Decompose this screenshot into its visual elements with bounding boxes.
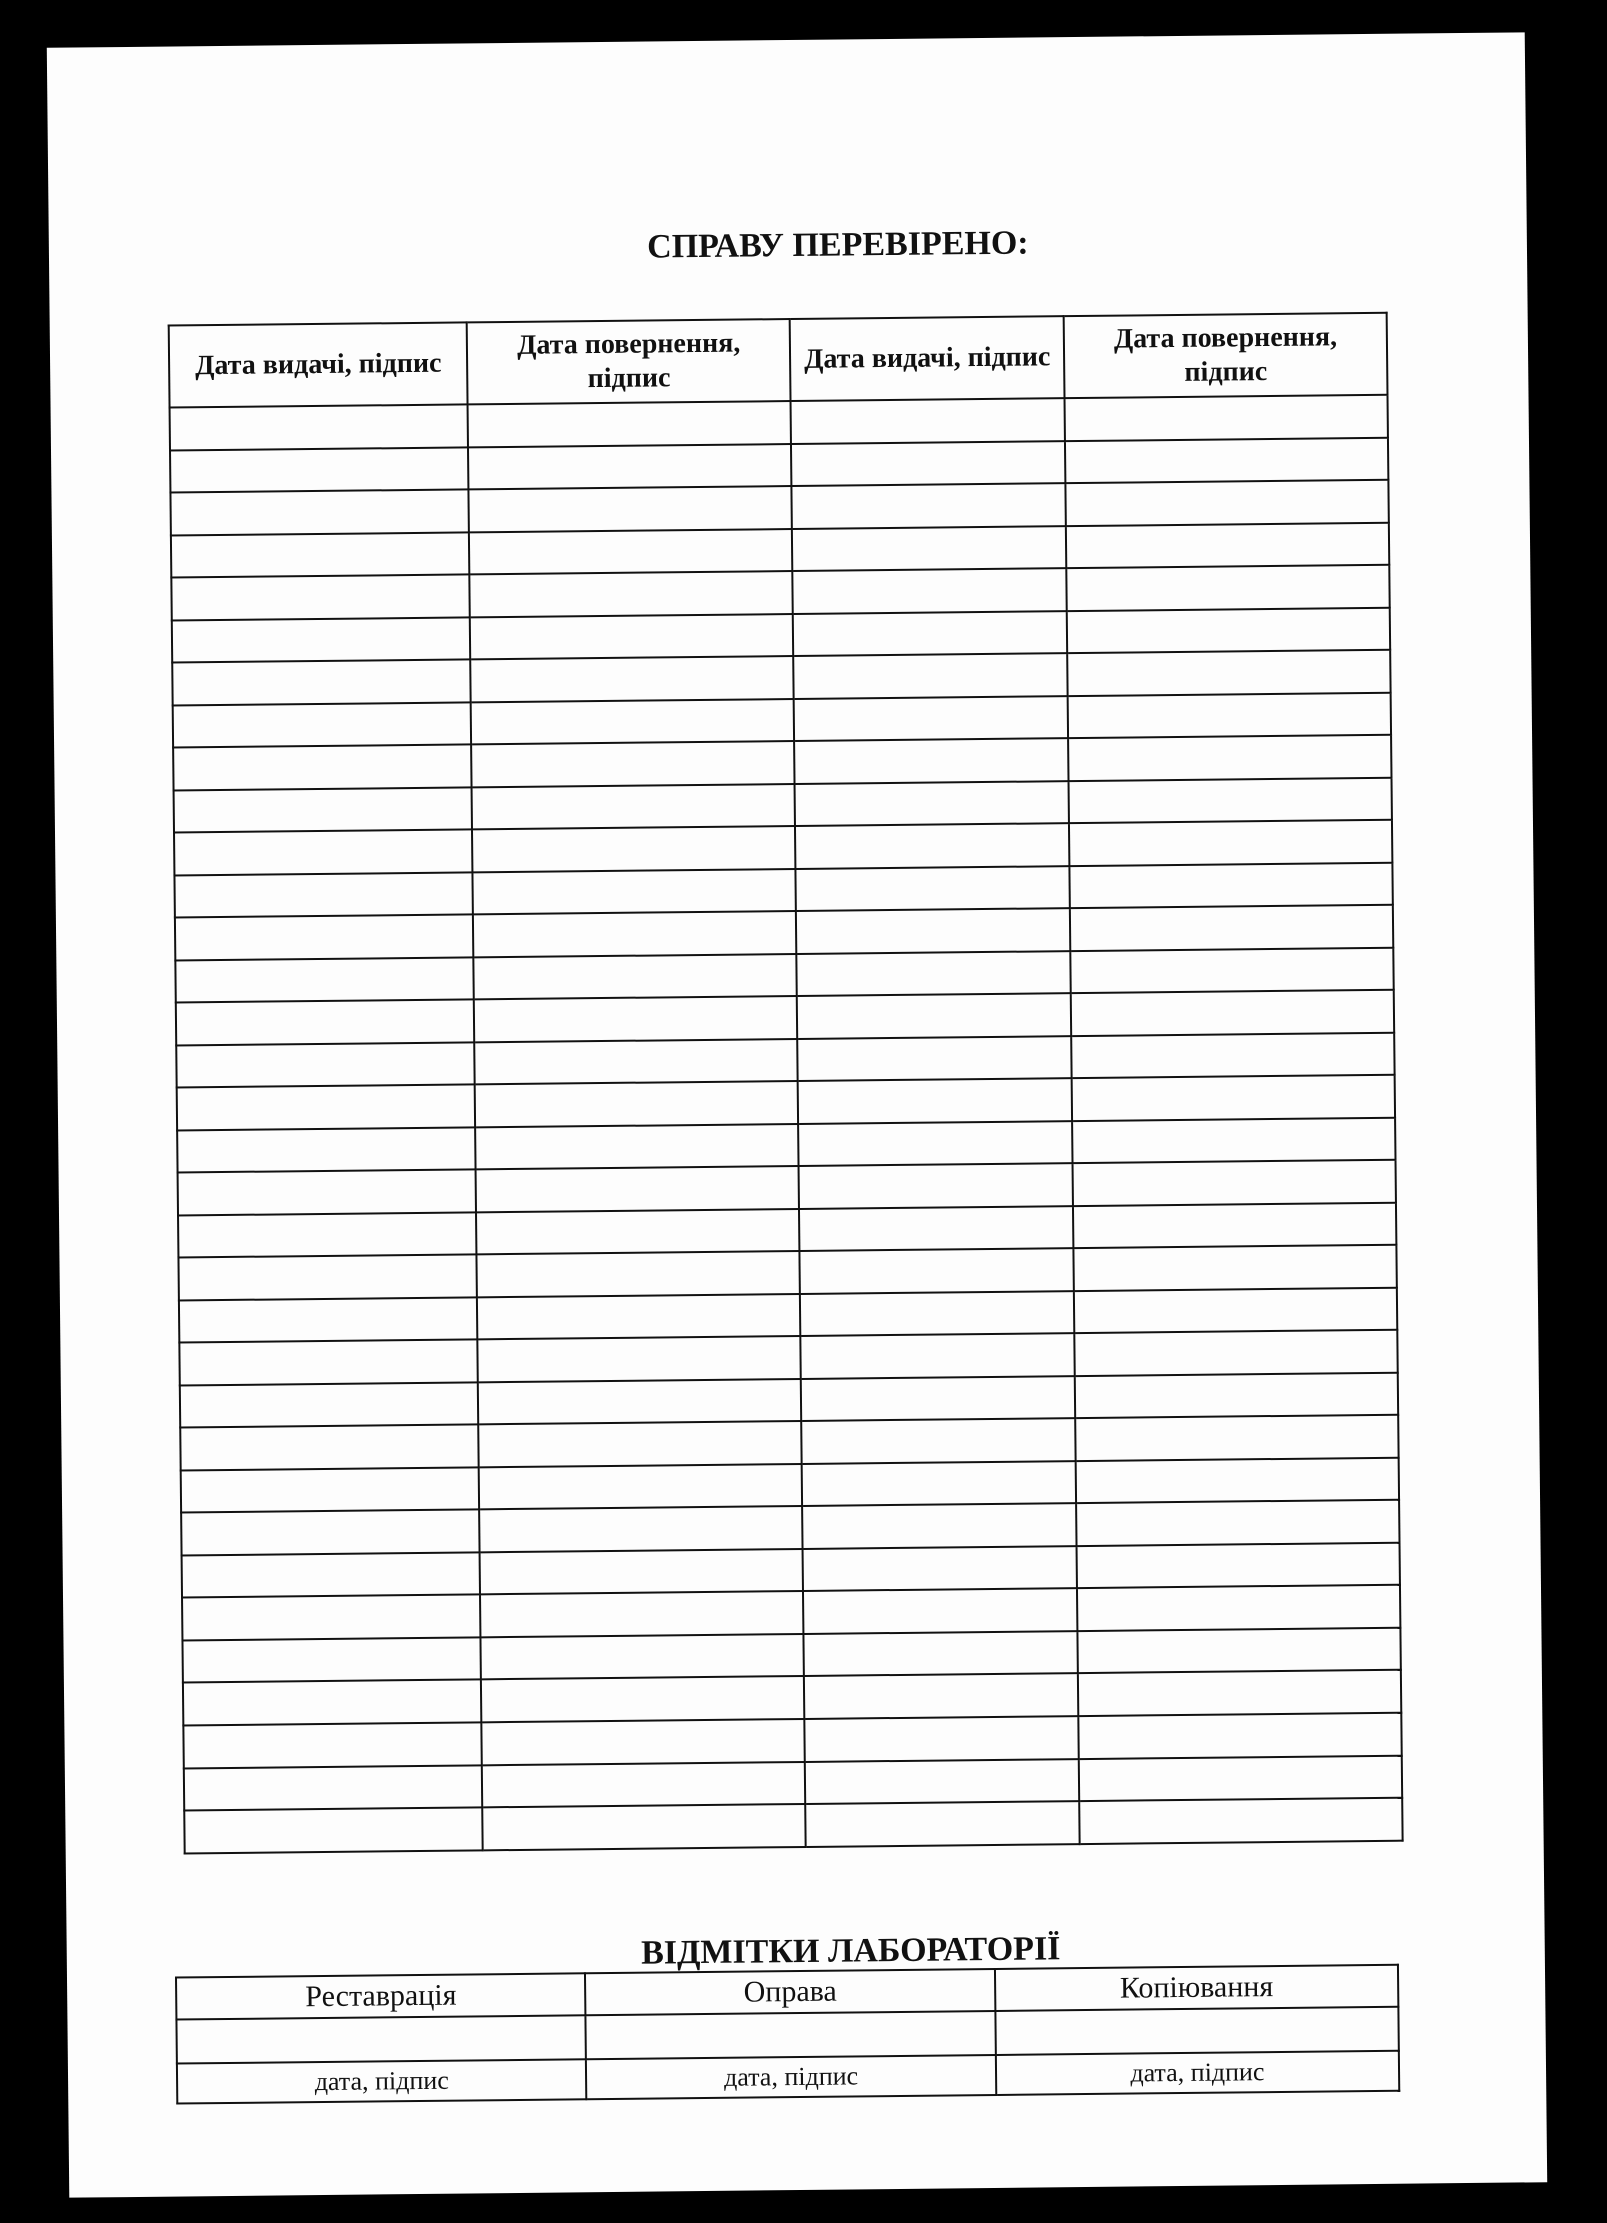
table-cell bbox=[174, 830, 473, 876]
table-cell bbox=[181, 1510, 480, 1556]
table-cell bbox=[176, 2015, 586, 2063]
table-cell bbox=[170, 489, 469, 535]
restoration-signature-label: дата, підпис bbox=[177, 2059, 587, 2103]
table-cell bbox=[1069, 820, 1392, 866]
table-cell bbox=[1076, 1500, 1399, 1546]
binding-signature-label: дата, підпис bbox=[586, 2055, 996, 2099]
table-cell bbox=[173, 702, 472, 748]
column-header-issue-date-2: Дата видачі, підпис bbox=[790, 316, 1065, 401]
table-cell bbox=[1072, 1075, 1395, 1121]
column-header-copying: Копіювання bbox=[995, 1965, 1399, 2011]
table-cell bbox=[480, 1549, 803, 1595]
table-cell bbox=[183, 1680, 482, 1726]
table-cell bbox=[470, 614, 793, 660]
table-cell bbox=[792, 568, 1066, 613]
table-cell bbox=[480, 1591, 803, 1637]
table-cell bbox=[793, 653, 1067, 698]
checks-table-body bbox=[170, 395, 1403, 1854]
table-cell bbox=[791, 398, 1065, 443]
table-cell bbox=[801, 1418, 1075, 1463]
table-cell bbox=[481, 1634, 804, 1680]
table-cell bbox=[469, 529, 792, 575]
table-cell bbox=[1078, 1670, 1401, 1716]
table-cell bbox=[1068, 735, 1391, 781]
table-cell bbox=[792, 483, 1066, 528]
table-cell bbox=[798, 1078, 1072, 1123]
table-cell bbox=[1067, 607, 1390, 653]
table-cell bbox=[801, 1376, 1075, 1421]
table-cell bbox=[479, 1421, 802, 1467]
table-cell bbox=[1065, 437, 1388, 483]
table-cell bbox=[473, 869, 796, 915]
column-header-restoration: Реставрація bbox=[176, 1973, 586, 2019]
table-cell bbox=[1067, 650, 1390, 696]
table-cell bbox=[476, 1124, 799, 1170]
table-cell bbox=[799, 1206, 1073, 1251]
table-cell bbox=[177, 1127, 476, 1173]
table-cell bbox=[472, 741, 795, 787]
table-cell bbox=[171, 574, 470, 620]
table-cell bbox=[179, 1340, 478, 1386]
table-cell bbox=[468, 444, 791, 490]
table-cell bbox=[483, 1804, 806, 1850]
table-cell bbox=[477, 1294, 800, 1340]
table-cell bbox=[803, 1589, 1077, 1634]
table-cell bbox=[1069, 777, 1392, 823]
table-cell bbox=[474, 996, 797, 1042]
table-cell bbox=[1076, 1458, 1399, 1504]
table-cell bbox=[474, 954, 797, 1000]
table-cell bbox=[471, 656, 794, 702]
table-cell bbox=[174, 872, 473, 918]
table-cell bbox=[471, 699, 794, 745]
table-cell bbox=[995, 2007, 1399, 2055]
table-cell bbox=[797, 1036, 1071, 1081]
table-cell bbox=[179, 1297, 478, 1343]
page-title: СПРАВУ ПЕРЕВІРЕНО: bbox=[646, 224, 1029, 266]
table-cell bbox=[794, 738, 1068, 783]
table-cell bbox=[796, 908, 1070, 953]
table-cell bbox=[1065, 395, 1388, 441]
table-cell bbox=[1072, 1118, 1395, 1164]
table-cell bbox=[182, 1552, 481, 1598]
table-cell bbox=[1071, 947, 1394, 993]
table-cell bbox=[1070, 905, 1393, 951]
table-cell bbox=[470, 571, 793, 617]
table-cell bbox=[791, 441, 1065, 486]
column-header-issue-date-1: Дата видачі, підпис bbox=[169, 322, 468, 407]
table-cell bbox=[1078, 1628, 1401, 1674]
table-cell bbox=[478, 1379, 801, 1425]
table-cell bbox=[1066, 480, 1389, 526]
table-cell bbox=[477, 1251, 800, 1297]
table-cell bbox=[184, 1765, 483, 1811]
column-header-return-date-1: Дата повернення, підпис bbox=[467, 319, 791, 404]
table-cell bbox=[476, 1209, 799, 1255]
checks-table-header bbox=[169, 313, 1388, 408]
table-cell bbox=[1073, 1160, 1396, 1206]
table-cell bbox=[182, 1595, 481, 1641]
table-cell bbox=[1071, 990, 1394, 1036]
table-cell bbox=[1077, 1543, 1400, 1589]
table-cell bbox=[802, 1504, 1076, 1549]
table-cell bbox=[1075, 1415, 1398, 1461]
table-cell bbox=[1074, 1245, 1397, 1291]
document-page bbox=[47, 32, 1547, 2197]
table-cell bbox=[1068, 692, 1391, 738]
table-cell bbox=[797, 993, 1071, 1038]
table-cell bbox=[803, 1546, 1077, 1591]
table-cell bbox=[1075, 1330, 1398, 1376]
table-cell bbox=[472, 784, 795, 830]
table-cell bbox=[804, 1631, 1078, 1676]
table-cell bbox=[800, 1248, 1074, 1293]
table-cell bbox=[1079, 1713, 1402, 1759]
table-cell bbox=[176, 1000, 475, 1046]
table-cell bbox=[479, 1464, 802, 1510]
lab-marks-table bbox=[175, 1964, 1400, 2105]
table-cell bbox=[800, 1333, 1074, 1378]
table-cell bbox=[175, 957, 474, 1003]
table-cell bbox=[481, 1676, 804, 1722]
table-cell bbox=[183, 1722, 482, 1768]
table-cell bbox=[172, 659, 471, 705]
copying-signature-label: дата, підпис bbox=[996, 2051, 1400, 2095]
table-cell bbox=[170, 447, 469, 493]
lab-marks-title: ВІДМІТКИ ЛАБОРАТОРІЇ bbox=[640, 1930, 1061, 1972]
table-cell bbox=[180, 1425, 479, 1471]
table-cell bbox=[1079, 1755, 1402, 1801]
table-cell bbox=[1070, 862, 1393, 908]
table-cell bbox=[799, 1163, 1073, 1208]
table-cell bbox=[476, 1166, 799, 1212]
table-cell bbox=[180, 1382, 479, 1428]
table-cell bbox=[176, 1042, 475, 1088]
table-cell bbox=[184, 1807, 483, 1853]
table-cell bbox=[1071, 1032, 1394, 1078]
table-cell bbox=[802, 1461, 1076, 1506]
column-header-return-date-2: Дата повернення, підпис bbox=[1064, 313, 1388, 398]
table-cell bbox=[177, 1085, 476, 1131]
table-cell bbox=[469, 486, 792, 532]
table-cell bbox=[473, 911, 796, 957]
table-cell bbox=[1079, 1798, 1402, 1844]
table-cell bbox=[475, 1081, 798, 1127]
table-cell bbox=[1077, 1585, 1400, 1631]
table-cell bbox=[178, 1212, 477, 1258]
table-cell bbox=[482, 1719, 805, 1765]
table-cell bbox=[172, 617, 471, 663]
checks-table bbox=[168, 312, 1404, 1855]
table-cell bbox=[1075, 1373, 1398, 1419]
table-cell bbox=[178, 1255, 477, 1301]
table-cell bbox=[796, 866, 1070, 911]
table-cell bbox=[800, 1291, 1074, 1336]
table-cell bbox=[472, 826, 795, 872]
table-cell bbox=[1074, 1288, 1397, 1334]
table-cell bbox=[468, 401, 791, 447]
table-cell bbox=[1067, 565, 1390, 611]
table-cell bbox=[181, 1467, 480, 1513]
table-cell bbox=[170, 404, 469, 450]
table-cell bbox=[175, 915, 474, 961]
table-cell bbox=[178, 1170, 477, 1216]
table-cell bbox=[796, 951, 1070, 996]
table-cell bbox=[798, 1121, 1072, 1166]
table-cell bbox=[805, 1759, 1079, 1804]
table-cell bbox=[794, 696, 1068, 741]
table-cell bbox=[586, 2011, 996, 2059]
column-header-binding: Оправа bbox=[585, 1969, 995, 2015]
table-cell bbox=[478, 1336, 801, 1382]
table-cell bbox=[482, 1761, 805, 1807]
table-cell bbox=[173, 745, 472, 791]
table-cell bbox=[795, 823, 1069, 868]
table-cell bbox=[792, 526, 1066, 571]
table-cell bbox=[795, 781, 1069, 826]
table-cell bbox=[182, 1637, 481, 1683]
table-cell bbox=[171, 532, 470, 578]
table-cell bbox=[793, 611, 1067, 656]
table-cell bbox=[174, 787, 473, 833]
table-cell bbox=[804, 1674, 1078, 1719]
table-cell bbox=[804, 1716, 1078, 1761]
table-cell bbox=[805, 1801, 1079, 1847]
table-cell bbox=[1073, 1203, 1396, 1249]
table-cell bbox=[475, 1039, 798, 1085]
table-cell bbox=[1066, 522, 1389, 568]
table-cell bbox=[480, 1506, 803, 1552]
